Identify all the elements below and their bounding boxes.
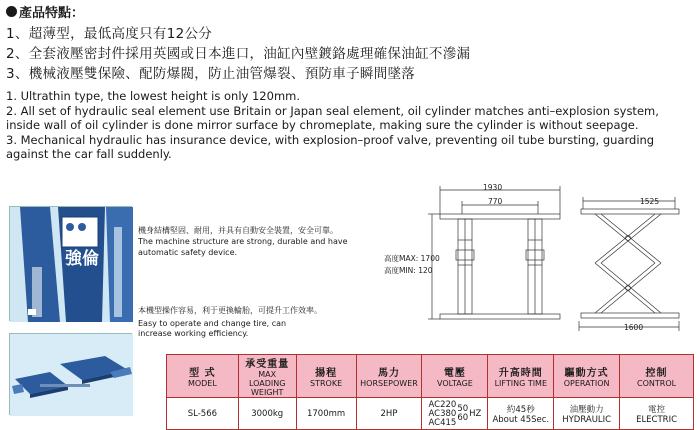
description-1-en-line1: The machine structure are strong, durable and have <box>138 237 348 246</box>
description-1-en-line2: automatic safety device. <box>138 248 238 257</box>
feature-en-2-cont: inside wall of oil cylinder is done mirror surface by chromeplate, making sure the cylinder is without seepage. <box>6 118 639 132</box>
cell-lifting-time <box>488 398 554 430</box>
control-zh: 電控 <box>648 404 666 415</box>
cell-weight: 3000kg <box>238 398 296 430</box>
lift-time-en: About 45Sec. <box>492 414 550 425</box>
hz-unit: HZ <box>469 409 482 419</box>
cell-horsepower: 2HP <box>356 398 422 430</box>
operation-zh: 油壓動力 <box>569 404 604 415</box>
feature-zh-3: 3、機械液壓雙保險、配防爆閥，防止油管爆裂、預防車子瞬間墜落 <box>6 66 416 82</box>
spec-table <box>166 354 694 430</box>
cell-control <box>620 398 694 430</box>
description-1-zh: 機身結構堅固、耐用，并具有自動安全裝置，安全可靠。 <box>138 226 338 235</box>
header-stroke: 揚程 STROKE <box>296 355 356 398</box>
voltage-220: AC220 <box>428 399 457 410</box>
feature-en-2: 2. All set of hydraulic seal element use Britain or Japan seal element, oil cylinder matches anti–explosion system, <box>6 104 659 118</box>
feature-en-3-cont: against the car fall suddenly. <box>6 147 172 161</box>
description-2-en-line1: Easy to operate and change tire, can <box>138 319 287 328</box>
operation-en: HYDRAULIC <box>562 414 612 425</box>
heading-text: 產品特點： <box>19 6 85 21</box>
feature-en-3: 3. Mechanical hydraulic has insurance device, with explosion–proof valve, preventing oil tube bursting, guarding <box>6 133 655 147</box>
hz-50: 50 <box>457 404 469 414</box>
lift-time-zh: 約45秒 <box>506 404 535 415</box>
bullet-dot <box>6 6 17 17</box>
cell-operation <box>554 398 620 430</box>
header-operation: 驅動方式 OPERATION <box>554 355 620 398</box>
voltage-380: AC380 <box>428 408 457 419</box>
cell-model: SL-566 <box>167 398 239 430</box>
dimension-total-width: 1930 <box>483 183 503 192</box>
feature-zh-1: 1、超薄型，最低高度只有12公分 <box>6 26 213 42</box>
dimension-max-height: 高度MAX: 1700 <box>384 254 440 263</box>
header-weight: 承受重量 MAX LOADING WEIGHT <box>238 355 296 398</box>
voltage-415: AC415 <box>428 417 457 428</box>
cell-stroke: 1700mm <box>296 398 356 430</box>
brand-logo-text: 強倫 <box>65 249 99 269</box>
description-2-zh: 本機型操作容易，利于更換輪胎，可提升工作效率。 <box>138 306 322 315</box>
header-voltage: 電壓 VOLTAGE <box>422 355 488 398</box>
dimension-inner-width: 770 <box>488 197 503 206</box>
side-view-drawing <box>575 195 690 335</box>
hz-60: 60 <box>457 413 469 423</box>
spec-header-row <box>167 355 694 398</box>
feature-en-1: 1. Ultrathin type, the lowest height is only 120mm. <box>6 89 301 103</box>
header-horsepower: 馬力 HORSEPOWER <box>356 355 422 398</box>
dimension-side-top: 1525 <box>640 197 660 206</box>
header-control: 控制 CONTROL <box>620 355 694 398</box>
features-heading <box>6 2 84 21</box>
description-2-en-line2: increase working efficiency. <box>138 329 249 338</box>
dimension-side-bottom: 1600 <box>624 323 644 332</box>
header-lifting-time: 升高時間 LIFTING TIME <box>488 355 554 398</box>
lift-lowered-illustration <box>10 334 133 416</box>
header-model: 型 式 MODEL <box>167 355 239 398</box>
control-en: ELECTRIC <box>636 414 678 425</box>
lift-lowered-photo <box>9 333 132 415</box>
dimension-min-height: 高度MIN: 120 <box>384 266 433 275</box>
lift-closeup-photo <box>9 206 132 321</box>
table-row <box>167 398 694 430</box>
feature-zh-2: 2、全套液壓密封件採用英國或日本進口，油缸內壁鍍鉻處理確保油缸不滲漏 <box>6 46 471 62</box>
cell-voltage <box>422 398 488 430</box>
